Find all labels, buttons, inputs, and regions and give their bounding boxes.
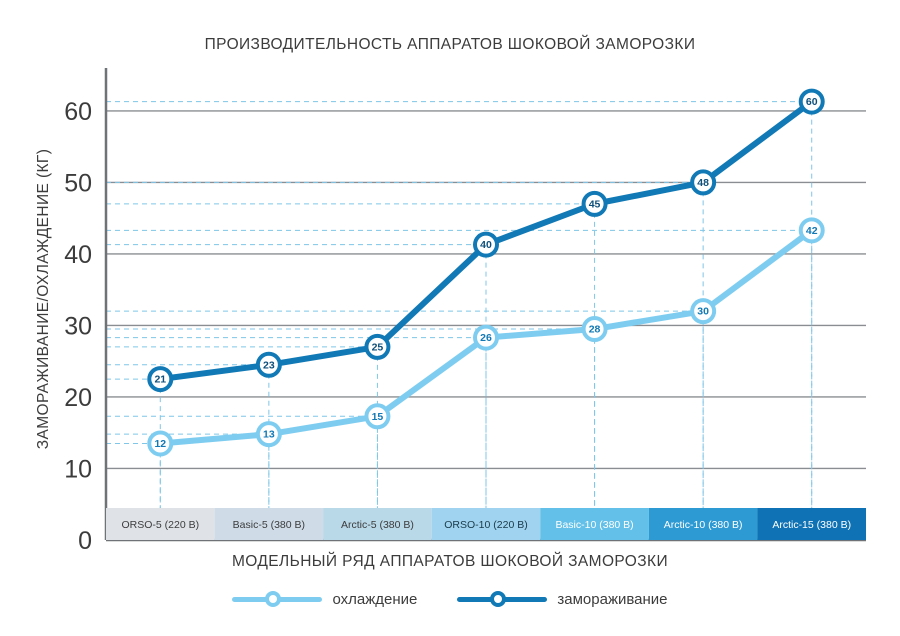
svg-text:40: 40 [64,240,92,269]
data-point-label: 60 [805,96,818,109]
data-point-label: 48 [697,176,709,189]
svg-text:10: 10 [64,455,92,484]
category-label: Arctic-15 (380 В) [772,518,852,531]
data-point-label: 13 [263,428,275,441]
svg-text:0: 0 [78,527,92,555]
svg-text:60: 60 [64,97,92,126]
data-point-label: 25 [371,341,384,354]
data-point-label: 15 [371,410,384,423]
legend-swatch-freezing [457,588,547,610]
category-label: Basic-5 (380 В) [232,518,306,531]
data-point-label: 26 [480,332,492,345]
data-point-label: 45 [588,198,601,211]
data-point-label: 42 [805,224,818,237]
x-axis-title: МОДЕЛЬНЫЙ РЯД АППАРАТОВ ШОКОВОЙ ЗАМОРОЗКИ [231,553,668,570]
svg-text:20: 20 [64,383,92,412]
data-point-label: 30 [697,305,709,318]
svg-text:50: 50 [64,169,92,198]
y-axis-tick-labels [64,98,92,555]
chart-legend [0,588,900,610]
legend-item-freezing[interactable] [457,588,667,610]
category-label: Arctic-10 (380 В) [663,518,743,531]
y-axis-title: ЗАМОРАЖИВАНИЕ/ОХЛАЖДЕНИЕ (КГ) [35,148,52,450]
category-label: Arctic-5 (380 В) [340,518,414,531]
category-label: ORSO-10 (220 В) [444,518,528,531]
data-point-label: 12 [154,437,167,450]
data-point-label: 40 [480,239,492,252]
svg-text:30: 30 [64,312,92,341]
legend-swatch-cooling [232,588,322,610]
data-point-label: 23 [263,359,275,372]
data-point-label: 28 [588,323,601,336]
data-point-label: 21 [154,373,167,386]
category-band [106,508,866,540]
chart-title: ПРОИЗВОДИТЕЛЬНОСТЬ АППАРАТОВ ШОКОВОЙ ЗАМОРОЗКИ [204,36,696,53]
category-label: Basic-10 (380 В) [555,518,634,531]
legend-item-cooling[interactable] [232,588,417,610]
category-label: ORSO-5 (220 В) [121,518,200,531]
axes [106,68,866,540]
legend-label-cooling: охлаждение [332,590,418,608]
legend-label-freezing: замораживание [557,590,668,608]
